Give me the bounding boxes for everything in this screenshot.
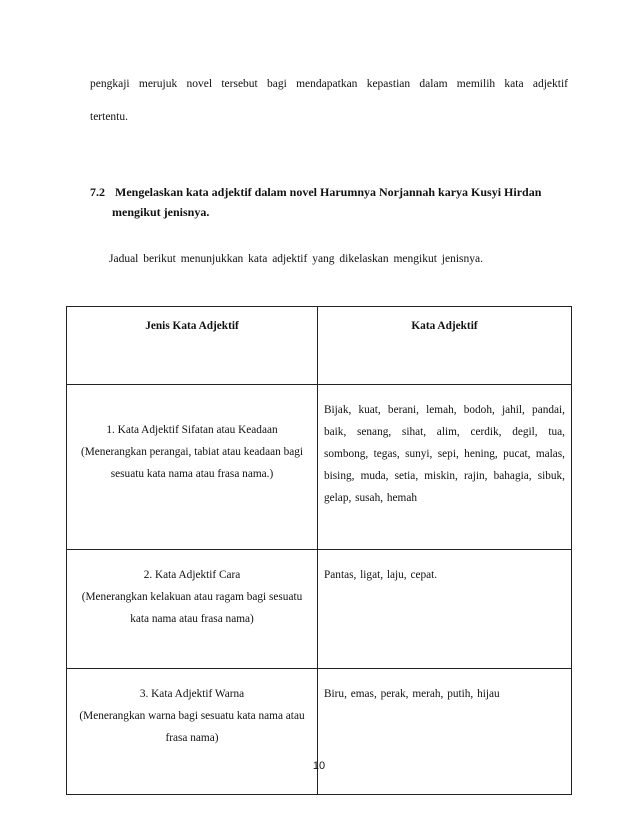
type-description: (Menerangkan perangai, tabiat atau keadaan bagi sesuatu kata nama atau frasa nama.) [80, 446, 304, 480]
words-cell: Biru, emas, perak, merah, putih, hijau [318, 669, 572, 795]
body-paragraph: pengkaji merujuk novel tersebut bagi mendapatkan kepastian dalam memilih kata adjektif tertentu. [90, 78, 568, 123]
table-row [67, 669, 572, 795]
type-description: (Menerangkan kelakuan atau ragam bagi sesuatu kata nama atau frasa nama) [81, 591, 303, 625]
adjective-table [66, 306, 572, 795]
type-name: 2. Kata Adjektif Cara [143, 569, 241, 581]
table-row [67, 550, 572, 669]
page-number: 10 [312, 760, 326, 772]
type-name: 1. Kata Adjektif Sifatan atau Keadaan [106, 424, 278, 436]
header-kata: Kata Adjektif [318, 307, 572, 385]
intro-text: Jadual berikut menunjukkan kata adjektif yang dikelaskan mengikut jenisnya. [109, 253, 483, 265]
table-header-row [67, 307, 572, 385]
type-cell [67, 669, 318, 795]
section-heading [90, 182, 560, 222]
type-cell [67, 385, 318, 550]
header-jenis: Jenis Kata Adjektif [67, 307, 318, 385]
type-description: (Menerangkan warna bagi sesuatu kata nama atau frasa nama) [79, 710, 305, 744]
section-number: 7.2 [90, 185, 105, 199]
type-name: 3. Kata Adjektif Warna [139, 688, 245, 700]
table-row [67, 385, 572, 550]
words-cell: Pantas, ligat, laju, cepat. [318, 550, 572, 669]
words-cell: Bijak, kuat, berani, lemah, bodoh, jahil, pandai, baik, senang, sihat, alim, cerdik, degil, tua, sombong, tegas, sunyi, sepi, hening, pucat, malas, bising, muda, setia, miskin, rajin, bahagia, sibuk, gelap, susah, hemah [318, 385, 572, 550]
type-cell [67, 550, 318, 669]
section-title-line1: Mengelaskan kata adjektif dalam novel Harumnya Norjannah karya Kusyi Hirdan [115, 185, 542, 199]
section-title-line2: mengikut jenisnya. [112, 205, 210, 219]
